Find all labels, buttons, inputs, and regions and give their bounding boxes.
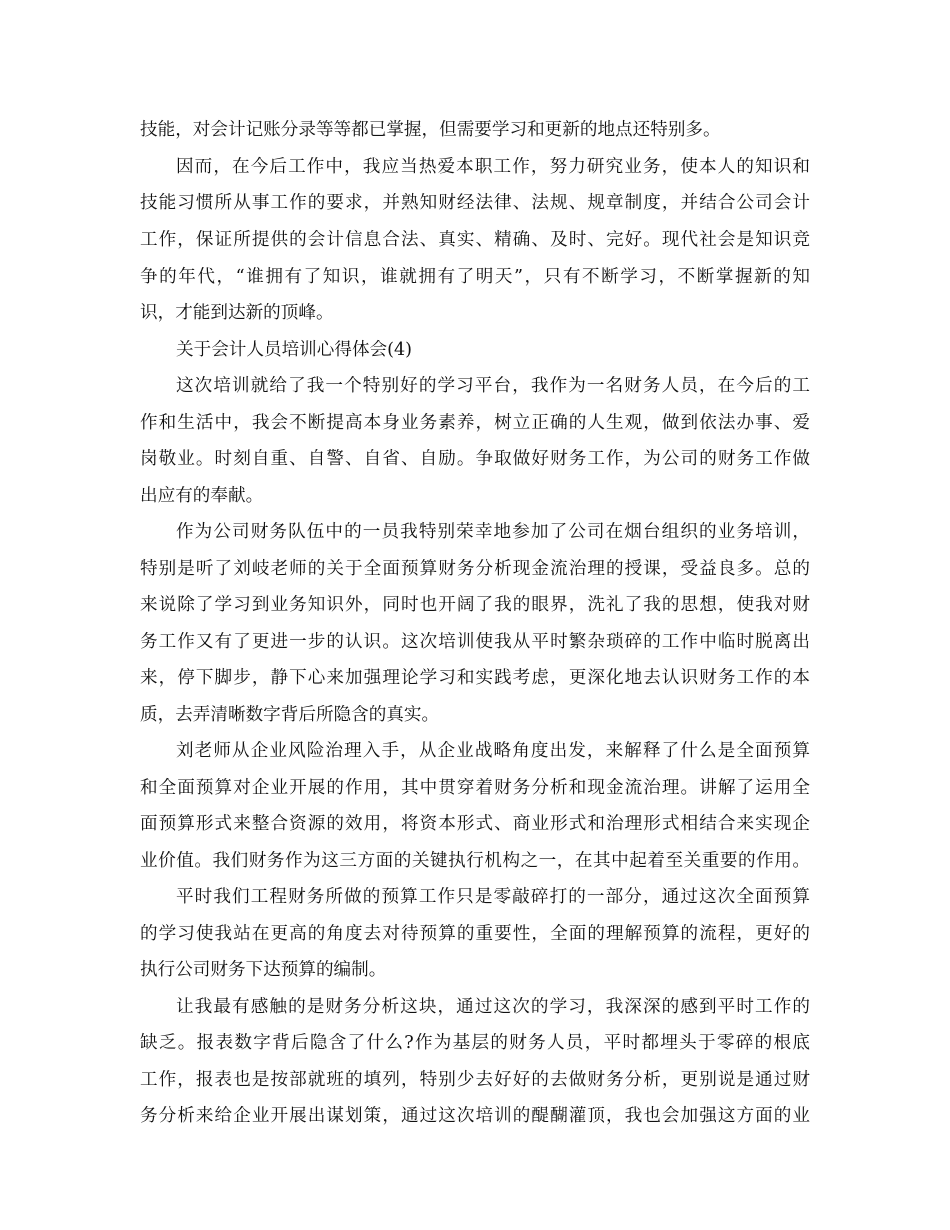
text-line: 和全面预算对企业开展的作用，其中贯穿着财务分析和现金流治理。讲解了运用全	[140, 778, 810, 798]
text-line: 业价值。我们财务作为这三方面的关键执行机构之一，在其中起着至关重要的作用。	[140, 851, 810, 871]
text-line: 质，去弄清晰数字背后所隐含的真实。	[140, 705, 440, 725]
text-line: 工作，报表也是按部就班的填列，特别少去好好的去做财务分析，更别说是通过财	[140, 1070, 810, 1090]
text-line: 出应有的奉献。	[140, 486, 264, 506]
section-heading: 关于会计人员培训心得体会(4)	[176, 340, 413, 360]
text-line: 务分析来给企业开展出谋划策，通过这次培训的醍醐灌顶，我也会加强这方面的业	[140, 1106, 810, 1126]
text-line: 务工作又有了更进一步的认识。这次培训使我从平时繁杂琐碎的工作中临时脱离出	[140, 632, 810, 652]
text-line: 来说除了学习到业务知识外，同时也开阔了我的眼界，洗礼了我的思想，使我对财	[140, 595, 810, 615]
text-line: 识，才能到达新的顶峰。	[140, 303, 334, 323]
text-line: 特别是听了刘岐老师的关于全面预算财务分析现金流治理的授课，受益良多。总的	[140, 559, 810, 579]
text-line: 的学习使我站在更高的角度去对待预算的重要性，全面的理解预算的流程，更好的	[140, 924, 810, 944]
text-line: 执行公司财务下达预算的编制。	[140, 960, 387, 980]
text-line: 平时我们工程财务所做的预算工作只是零敲碎打的一部分，通过这次全面预算	[176, 887, 810, 907]
text-line: 作和生活中，我会不断提高本身业务素养，树立正确的人生观，做到依法办事、爱	[140, 413, 810, 433]
text-line: 作为公司财务队伍中的一员我特别荣幸地参加了公司在烟台组织的业务培训，	[176, 522, 810, 542]
text-line: 因而，在今后工作中，我应当热爱本职工作，努力研究业务，使本人的知识和	[176, 157, 810, 177]
text-line: 岗敬业。时刻自重、自警、自省、自励。争取做好财务工作，为公司的财务工作做	[140, 449, 810, 469]
text-line: 这次培训就给了我一个特别好的学习平台，我作为一名财务人员，在今后的工	[176, 376, 810, 396]
text-line: 刘老师从企业风险治理入手，从企业战略角度出发，来解释了什么是全面预算	[176, 741, 810, 761]
text-line: 来，停下脚步，静下心来加强理论学习和实践考虑，更深化地去认识财务工作的本	[140, 668, 810, 688]
text-line: 让我最有感触的是财务分析这块，通过这次的学习，我深深的感到平时工作的	[176, 997, 810, 1017]
text-line: 技能，对会计记账分录等等都已掌握，但需要学习和更新的地点还特别多。	[140, 120, 721, 140]
text-line: 争的年代，“谁拥有了知识，谁就拥有了明天”，只有不断学习，不断掌握新的知	[140, 267, 810, 287]
text-line: 技能习惯所从事工作的要求，并熟知财经法律、法规、规章制度，并结合公司会计	[140, 193, 810, 213]
text-line: 缺乏。报表数字背后隐含了什么?作为基层的财务人员，平时都埋头于零碎的根底	[140, 1033, 810, 1053]
text-line: 工作，保证所提供的会计信息合法、真实、精确、及时、完好。现代社会是知识竞	[140, 230, 810, 250]
text-line: 面预算形式来整合资源的效用，将资本形式、商业形式和治理形式相结合来实现企	[140, 814, 810, 834]
